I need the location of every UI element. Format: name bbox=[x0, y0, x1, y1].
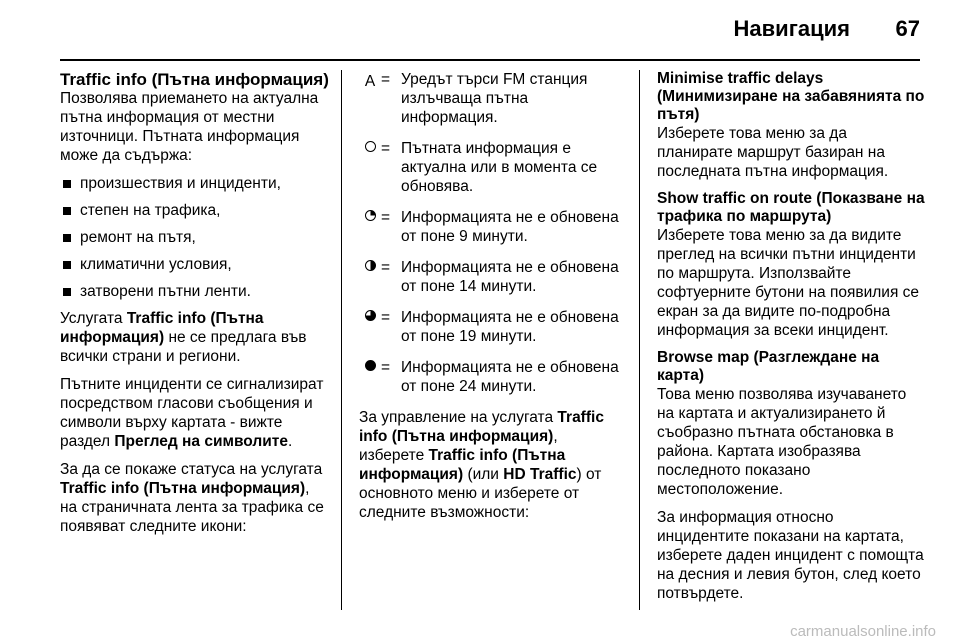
list-item: ремонт на пътя, bbox=[60, 228, 330, 247]
bullet-square-icon bbox=[63, 180, 71, 188]
bullet-square-icon bbox=[63, 234, 71, 242]
column-1 bbox=[60, 70, 330, 545]
column-divider bbox=[639, 70, 640, 610]
circle-three-quarter-icon bbox=[365, 310, 376, 321]
list-item: степен на трафика, bbox=[60, 201, 330, 220]
list-item: климатични условия, bbox=[60, 255, 330, 274]
subsection-text: Изберете това меню за да видите преглед на всички пътни инциденти по маршрута. Използвайте софтуерните бутони на появилия се екран за да видите по-подробна информация за всеки инцидент. bbox=[657, 227, 920, 339]
column-2 bbox=[359, 70, 627, 531]
bullet-square-icon bbox=[63, 288, 71, 296]
incidents-paragraph: Пътните инциденти се сигнализират посредством гласови съобщения и символи върху картата - вижте раздел Преглед на символите. bbox=[60, 376, 324, 450]
page-number: 67 bbox=[895, 16, 920, 41]
symbol-letter: A bbox=[364, 73, 376, 90]
list-item: затворени пътни ленти. bbox=[60, 282, 330, 301]
symbol-row: A = Уредът търси FM станция излъчваща пътна информация. bbox=[359, 70, 627, 127]
bullet-square-icon bbox=[63, 207, 71, 215]
symbol-row: = Информацията не е обновена от поне 14 минути. bbox=[359, 258, 627, 296]
circle-quarter-icon bbox=[365, 210, 376, 221]
subsection-title: Show traffic on route (Показване на трафика по маршрута) bbox=[657, 190, 925, 225]
subsection-text: Изберете това меню за да планирате маршрут базиран на последната пътна информация. bbox=[657, 125, 889, 180]
list-item: произшествия и инциденти, bbox=[60, 174, 330, 193]
symbol-row: = Информацията не е обновена от поне 19 минути. bbox=[359, 308, 627, 346]
availability-paragraph: Услугата Traffic info (Пътна информация) не се предлага във всички страни и региони. bbox=[60, 310, 307, 365]
subsection-text: За информация относно инцидентите показани на картата, изберете даден инцидент с помощта на десния и левия бутон, след което потвърдете. bbox=[657, 509, 924, 602]
bullet-square-icon bbox=[63, 261, 71, 269]
circle-empty-icon bbox=[365, 141, 376, 152]
subsection-text: Това меню позволява изучаването на картата и актуализирането й съобразно пътната обстановка в района. Картата изобразява последното показано местоположение. bbox=[657, 386, 907, 498]
traffic-info-list bbox=[60, 174, 330, 301]
watermark: carmanualsonline.info bbox=[790, 623, 936, 640]
subsection-title: Browse map (Разглеждане на карта) bbox=[657, 349, 880, 384]
symbol-row: = Пътната информация е актуална или в момента се обновява. bbox=[359, 139, 627, 196]
header-rule bbox=[60, 59, 920, 61]
section-heading: Traffic info (Пътна информация) bbox=[60, 70, 329, 89]
symbol-row: = Информацията не е обновена от поне 24 минути. bbox=[359, 358, 627, 396]
column-3 bbox=[657, 70, 925, 612]
circle-full-icon bbox=[365, 360, 376, 371]
circle-half-icon bbox=[365, 260, 376, 271]
page-header-title: Навигация bbox=[733, 16, 850, 41]
column-divider bbox=[341, 70, 342, 610]
manage-service-paragraph: За управление на услугата Traffic info (Пътна информация), изберете Traffic info (Пътна информация) (или HD Traffic) от основното меню и изберете от следните възможности: bbox=[359, 409, 604, 521]
symbol-row: = Информацията не е обновена от поне 9 минути. bbox=[359, 208, 627, 246]
subsection-title: Minimise traffic delays (Минимизиране на забавянията по пътя) bbox=[657, 70, 925, 123]
status-paragraph: За да се покаже статуса на услугата Traffic info (Пътна информация), на страничната лента за трафика се появяват следните икони: bbox=[60, 461, 324, 535]
intro-paragraph: Позволява приемането на актуална пътна информация от местни източници. Пътната информация може да съдържа: bbox=[60, 90, 319, 164]
